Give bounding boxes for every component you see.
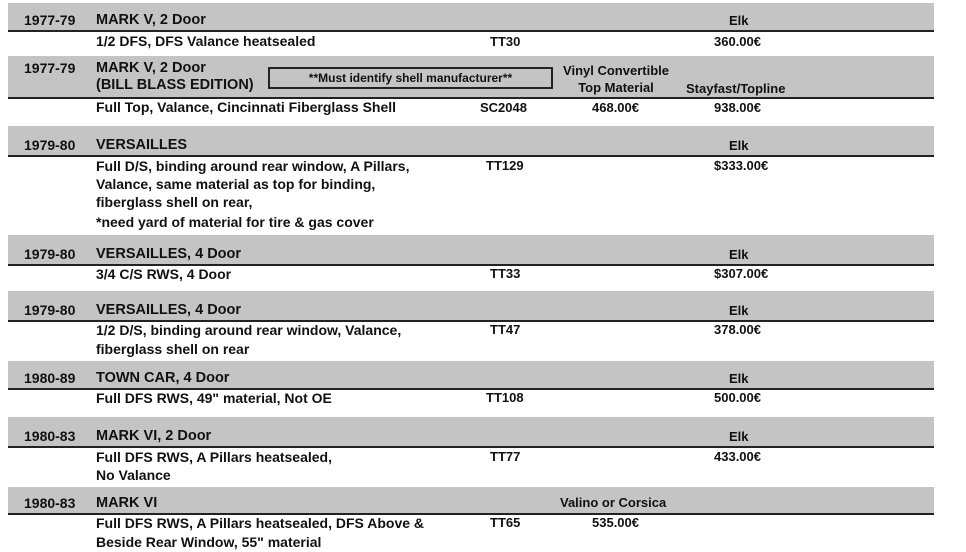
model: MARK V, 2 Door: [96, 12, 206, 28]
price: 378.00€: [714, 322, 761, 337]
material-type: Valino or Corsica: [560, 495, 667, 510]
year: 1980-83: [24, 495, 76, 511]
description-line: No Valance: [96, 467, 171, 483]
description-note: *need yard of material for tire & gas cover: [96, 214, 374, 230]
material: Elk: [729, 429, 749, 444]
price: 433.00€: [714, 449, 761, 464]
material: Elk: [729, 247, 749, 262]
model-edition: (BILL BLASS EDITION): [96, 77, 254, 93]
model: MARK VI, 2 Door: [96, 428, 212, 444]
part-number: SC2048: [480, 100, 527, 115]
description: 1/2 DFS, DFS Valance heatsealed: [96, 33, 316, 49]
part-number: TT65: [490, 515, 521, 530]
model: VERSAILLES: [96, 137, 188, 153]
part-number: TT30: [490, 34, 521, 49]
part-number: TT47: [490, 322, 521, 337]
manufacturer-note: **Must identify shell manufacturer**: [268, 67, 553, 89]
year: 1977-79: [24, 12, 76, 28]
material: Elk: [729, 303, 749, 318]
year: 1979-80: [24, 137, 76, 153]
year: 1980-89: [24, 370, 76, 386]
part-number: TT108: [486, 390, 524, 405]
description-line: fiberglass shell on rear: [96, 341, 250, 357]
material-type: Top Material: [578, 80, 654, 95]
description-line: Full DFS RWS, A Pillars heatsealed, DFS Above &: [96, 515, 425, 531]
year: 1977-79: [24, 60, 76, 76]
description: Full DFS RWS, 49" material, Not OE: [96, 390, 332, 406]
part-number: TT129: [486, 158, 524, 173]
material: Elk: [729, 13, 749, 28]
price: $333.00€: [714, 158, 769, 173]
description-line: 1/2 D/S, binding around rear window, Valance,: [96, 322, 402, 338]
price-material: 535.00€: [592, 515, 639, 530]
model: MARK V, 2 Door: [96, 60, 206, 76]
year: 1979-80: [24, 302, 76, 318]
description: 3/4 C/S RWS, 4 Door: [96, 266, 232, 282]
year: 1979-80: [24, 246, 76, 262]
model: TOWN CAR, 4 Door: [96, 370, 230, 386]
material: Elk: [729, 138, 749, 153]
price: 360.00€: [714, 34, 761, 49]
model: MARK VI: [96, 495, 158, 511]
description-line: fiberglass shell on rear,: [96, 194, 253, 210]
material-type: Vinyl Convertible: [563, 63, 669, 78]
description-line: Valance, same material as top for binding,: [96, 176, 376, 192]
part-number: TT33: [490, 266, 521, 281]
description-line: Full D/S, binding around rear window, A Pillars,: [96, 158, 410, 174]
model: VERSAILLES, 4 Door: [96, 302, 242, 318]
price: $307.00€: [714, 266, 769, 281]
model: VERSAILLES, 4 Door: [96, 246, 242, 262]
price: 500.00€: [714, 390, 761, 405]
year: 1980-83: [24, 428, 76, 444]
material: Stayfast/Topline: [686, 81, 786, 96]
material: Elk: [729, 371, 749, 386]
price-material: 468.00€: [592, 100, 639, 115]
description-line: Beside Rear Window, 55" material: [96, 534, 322, 550]
description: Full Top, Valance, Cincinnati Fiberglass Shell: [96, 99, 397, 115]
part-number: TT77: [490, 449, 521, 464]
description-line: Full DFS RWS, A Pillars heatsealed,: [96, 449, 332, 465]
price: 938.00€: [714, 100, 761, 115]
